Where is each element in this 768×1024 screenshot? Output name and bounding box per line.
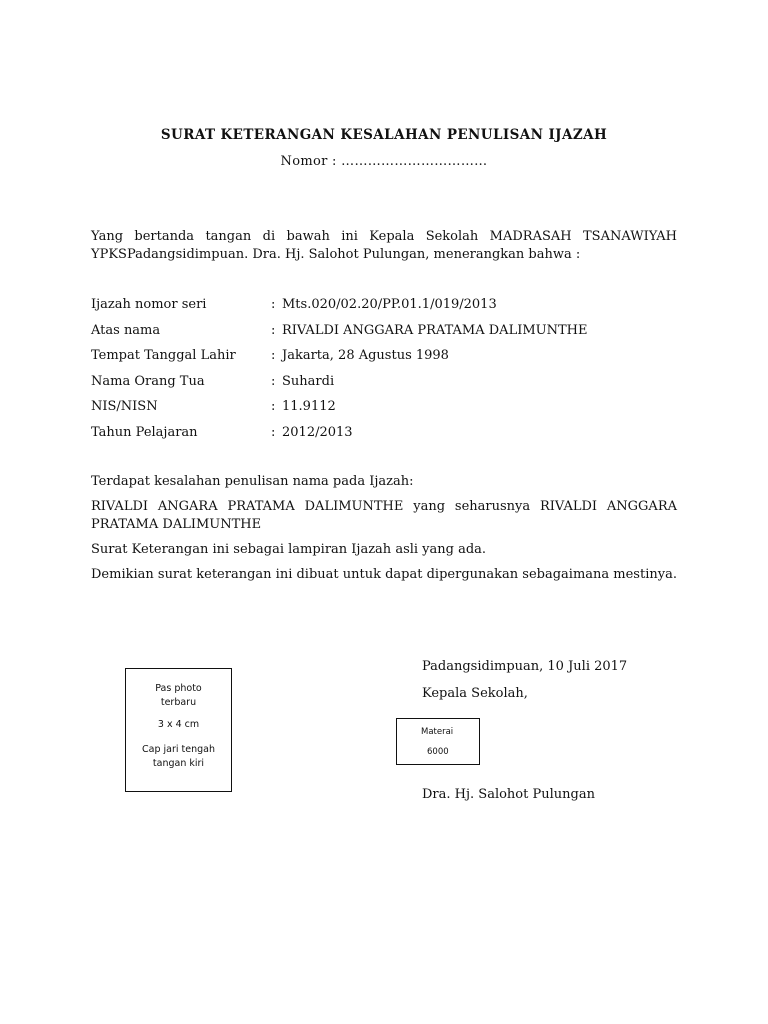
- document-number: Nomor : ……………………………: [280, 154, 488, 169]
- closing-paragraph: Demikian surat keterangan ini dibuat untuk dapat dipergunakan sebagaimana mestinya.: [91, 567, 677, 582]
- materai-label: Materai: [421, 727, 454, 737]
- photo-box-line: Cap jari tengah: [142, 744, 215, 755]
- field-label: Tempat Tanggal Lahir: [91, 348, 236, 363]
- materai-stamp-box: [396, 718, 480, 765]
- field-separator: :: [271, 424, 276, 440]
- photo-box-line: Pas photo: [155, 683, 202, 694]
- photo-box-line: terbaru: [160, 697, 197, 708]
- field-row-parent: [91, 373, 677, 399]
- correction-paragraph: RIVALDI ANGARA PRATAMA DALIMUNTHE yang seharusnya RIVALDI ANGGARA PRATAMA DALIMUNTHE: [91, 499, 677, 532]
- field-row-serial: [91, 296, 677, 322]
- signatory-name: Dra. Hj. Salohot Pulungan: [422, 787, 595, 802]
- photo-box-size: 3 x 4 cm: [157, 719, 200, 730]
- field-label: Atas nama: [91, 322, 161, 338]
- signature-role: Kepala Sekolah,: [422, 686, 528, 701]
- field-row-nis: [91, 398, 677, 424]
- field-value: RIVALDI ANGGARA PRATAMA DALIMUNTHE: [282, 322, 588, 338]
- field-value: 11.9112: [282, 399, 336, 414]
- signature-place-date: Padangsidimpuan, 10 Juli 2017: [422, 659, 628, 674]
- field-row-year: [91, 424, 677, 450]
- field-separator: :: [271, 399, 276, 414]
- field-label: NIS/NISN: [91, 399, 158, 414]
- field-value: Suhardi: [282, 373, 335, 389]
- attachment-note: Surat Keterangan ini sebagai lampiran Ijazah asli yang ada.: [91, 542, 487, 557]
- photo-placeholder-box: [125, 668, 232, 792]
- intro-paragraph: Yang bertanda tangan di bawah ini Kepala Sekolah MADRASAH TSANAWIYAH YPKSPadangsidimpuan. Dra. Hj. Salohot Pulungan, menerangkan bahwa :: [91, 229, 677, 262]
- field-value: 2012/2013: [282, 424, 353, 440]
- field-separator: :: [271, 348, 276, 363]
- field-list: [91, 296, 677, 449]
- field-row-birth: [91, 347, 677, 373]
- field-value: Mts.020/02.20/PP.01.1/019/2013: [282, 297, 497, 312]
- field-value: Jakarta, 28 Agustus 1998: [282, 348, 449, 363]
- field-separator: :: [271, 373, 276, 389]
- field-row-name: [91, 322, 677, 348]
- error-statement: Terdapat kesalahan penulisan nama pada Ijazah:: [91, 474, 414, 489]
- field-label: Ijazah nomor seri: [91, 297, 207, 312]
- field-label: Tahun Pelajaran: [91, 424, 198, 440]
- document-title: SURAT KETERANGAN KESALAHAN PENULISAN IJAZAH: [160, 127, 608, 143]
- field-separator: :: [271, 322, 276, 338]
- field-separator: :: [271, 297, 276, 312]
- photo-box-line: tangan kiri: [152, 758, 205, 769]
- materai-value: 6000: [427, 747, 449, 757]
- field-label: Nama Orang Tua: [91, 373, 205, 389]
